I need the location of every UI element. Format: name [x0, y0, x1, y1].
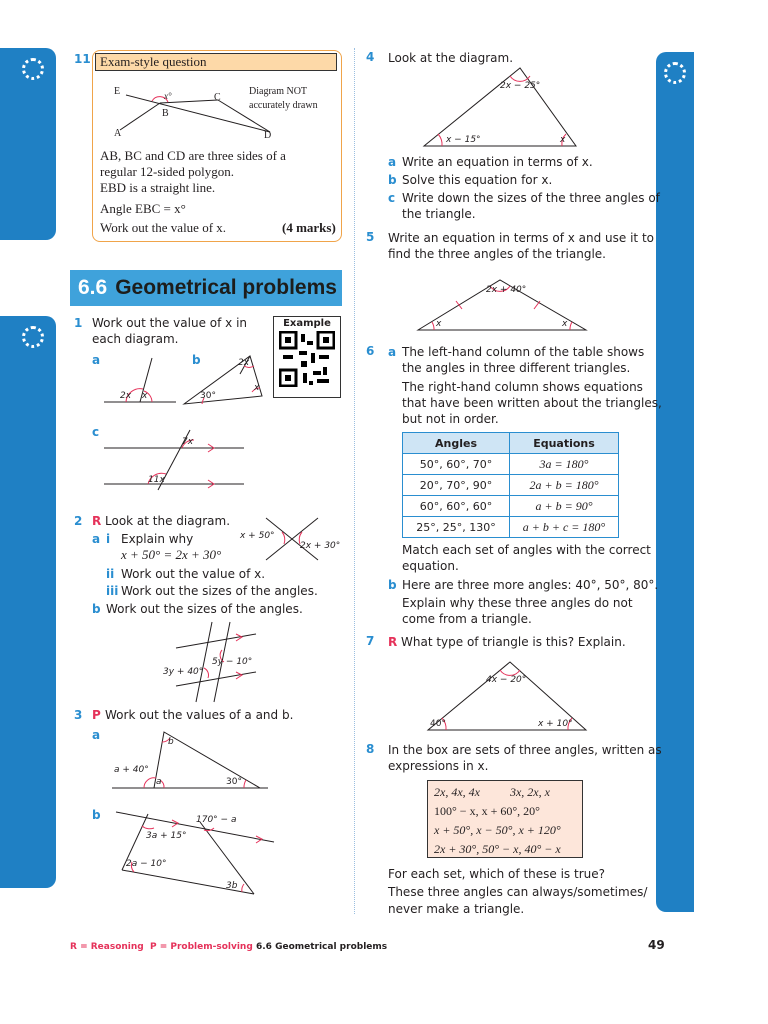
question-text: Explain why: [121, 532, 194, 546]
table-row: [403, 496, 619, 517]
part-label: a: [92, 532, 101, 546]
angle-label: x: [142, 391, 148, 401]
part-label: b: [92, 602, 101, 616]
question-text: Look at the diagram.: [388, 51, 514, 65]
part-label: ii: [106, 567, 115, 581]
question-text: Solve this equation for x.: [402, 173, 553, 187]
question-text: each diagram.: [92, 332, 179, 346]
diagram-3a: [110, 730, 270, 792]
angles-table: [402, 432, 619, 538]
angle-label: x: [436, 319, 442, 329]
section-title: Geometrical problems: [115, 276, 337, 299]
question-text: but not in order.: [402, 412, 499, 426]
reasoning-tag: R: [388, 635, 398, 649]
angle-label: 2a − 10°: [126, 859, 167, 869]
angle-label: b: [168, 737, 174, 747]
angle-label: 3b: [226, 881, 238, 891]
example-label: Example: [283, 318, 331, 329]
table-cell: a + b + c = 180°: [510, 517, 619, 538]
question-text: For each set, which of these is true?: [388, 867, 605, 881]
question-text: Work out the sizes of the angles.: [121, 584, 318, 598]
question-number: 2: [74, 514, 83, 528]
diagram-1a: [100, 354, 180, 406]
marks-label: (4 marks): [282, 220, 336, 235]
part-label: a: [92, 728, 101, 742]
question-text: EBD is a straight line.: [100, 180, 216, 195]
question-text: What type of triangle is this? Explain.: [401, 635, 626, 649]
angle-set: 2x, 4x, 4x 3x, 2x, x: [434, 785, 550, 799]
angle-label: 7x: [182, 437, 194, 447]
angle-label: 30°: [200, 391, 216, 401]
angle-label: 2x + 40°: [486, 285, 527, 295]
question-text: never make a triangle.: [388, 902, 525, 916]
page-number: 49: [648, 938, 665, 952]
part-label: b: [92, 808, 101, 822]
question-text: the angles in three different triangles.: [402, 361, 631, 375]
angle-label: x: [254, 383, 260, 393]
table-cell: 20°, 70°, 90°: [403, 475, 510, 496]
qr-icon: [279, 331, 335, 387]
part-label: i: [106, 532, 111, 546]
question-text: Look at the diagram.: [105, 514, 231, 528]
angle-label: 2x − 25°: [500, 81, 541, 91]
angle-label: a + 40°: [114, 765, 149, 775]
question-text: Write down the sizes of the three angles of: [402, 191, 660, 205]
angle-label: x − 15°: [446, 135, 481, 145]
point-label-e: E: [114, 86, 121, 97]
angle-label: 40°: [430, 719, 446, 729]
cog-icon: [22, 326, 44, 348]
table-header: Angles: [403, 433, 510, 454]
table-cell: 60°, 60°, 60°: [403, 496, 510, 517]
angle-label: x + 50°: [240, 531, 275, 541]
question-number: 7: [366, 634, 375, 648]
question-text: Explain why these three angles do not: [402, 596, 633, 610]
question-text: regular 12-sided polygon.: [100, 164, 234, 179]
part-label: a: [388, 155, 397, 169]
margin-tab-top: [0, 48, 56, 240]
question-text: Angle EBC = x°: [100, 201, 186, 216]
question-text: expressions in x.: [388, 759, 489, 773]
section-number: 6.6: [78, 276, 108, 299]
problem-solving-tag: P: [92, 708, 101, 722]
question-text: that have been written about the triangles,: [402, 396, 662, 410]
part-label: b: [388, 173, 397, 187]
angle-label: x: [562, 319, 568, 329]
question-text: The left-hand column of the table shows: [402, 345, 645, 359]
question-text: Work out the value of x in: [92, 316, 248, 330]
part-label: b: [388, 578, 397, 592]
question-number: 6: [366, 344, 375, 358]
part-label: a: [92, 353, 101, 367]
angle-label: 11x: [148, 475, 165, 485]
point-label-a: A: [114, 128, 122, 139]
column-divider: [354, 48, 355, 914]
question-text: Work out the values of a and b.: [105, 708, 294, 722]
angle-label: 2x: [120, 391, 132, 401]
angle-set: 100° − x, x + 60°, 20°: [434, 804, 540, 818]
table-header-row: [403, 433, 619, 454]
question-text: Match each set of angles with the correct: [402, 543, 651, 557]
question-text: AB, BC and CD are three sides of a: [100, 148, 286, 163]
question-text: Write an equation in terms of x.: [402, 155, 593, 169]
question-text: In the box are sets of three angles, written as: [388, 743, 662, 757]
table-cell: 25°, 25°, 130°: [403, 517, 510, 538]
question-text: equation.: [402, 559, 459, 573]
part-label: c: [388, 191, 396, 205]
question-text: Write an equation in terms of x and use it to: [388, 231, 654, 245]
table-row: [403, 475, 619, 496]
point-label-d: D: [264, 130, 272, 141]
angle-set: 2x + 30°, 50° − x, 40° − x: [434, 842, 561, 856]
question-text: Work out the value of x.: [100, 220, 227, 235]
question-text: Here are three more angles: 40°, 50°, 80°.: [402, 578, 659, 592]
angle-label-x: x°: [164, 91, 172, 101]
angle-label: 30°: [226, 777, 242, 787]
reasoning-tag: R: [92, 514, 102, 528]
table-cell: 3a = 180°: [510, 454, 619, 475]
cog-icon: [664, 62, 686, 84]
table-cell: 50°, 60°, 70°: [403, 454, 510, 475]
question-text: Work out the sizes of the angles.: [106, 602, 303, 616]
margin-tab-section: [0, 316, 56, 888]
angle-label: 2x + 30°: [300, 541, 341, 551]
part-label: b: [192, 353, 201, 367]
cog-icon: [22, 58, 44, 80]
table-header: Equations: [510, 433, 619, 454]
example-qr-code[interactable]: [273, 316, 341, 398]
exam-style-header: Exam-style question: [95, 53, 337, 71]
question-number: 1: [74, 316, 83, 330]
angle-label: 3a + 15°: [146, 831, 187, 841]
section-heading: [70, 270, 342, 306]
point-label-b: B: [162, 108, 169, 119]
margin-tab-right: [656, 52, 694, 912]
angle-label: a: [156, 777, 162, 787]
part-label: c: [92, 425, 100, 439]
angle-set: x + 50°, x − 50°, x + 120°: [434, 823, 561, 837]
equation: x + 50° = 2x + 30°: [121, 547, 222, 562]
table-row: [403, 517, 619, 538]
footer-section: 6.6 Geometrical problems: [256, 942, 388, 952]
line-ab: [120, 103, 160, 130]
diagram-note: accurately drawn: [249, 100, 318, 111]
diagram-note: Diagram NOT: [249, 86, 308, 97]
question-text: These three angles can always/sometimes/: [388, 885, 648, 899]
angle-label: 4x − 20°: [486, 675, 527, 685]
angle-label: x: [560, 135, 566, 145]
part-label: iii: [106, 584, 119, 598]
question-text: come from a triangle.: [402, 612, 532, 626]
question-text: Work out the value of x.: [121, 567, 266, 581]
question-number: 11: [74, 52, 91, 66]
question-text: find the three angles of the triangle.: [388, 247, 606, 261]
angle-label: 5y − 10°: [212, 657, 253, 667]
question-number: 3: [74, 708, 83, 722]
angle-label: x + 10°: [538, 719, 573, 729]
question-text: the triangle.: [402, 207, 476, 221]
question-number: 8: [366, 742, 375, 756]
angle-label: 3y + 40°: [163, 667, 204, 677]
diagram-1b: [180, 352, 266, 406]
diagram-4: [420, 64, 580, 150]
table-cell: a + b = 90°: [510, 496, 619, 517]
diagram-1c: [100, 428, 250, 492]
angle-label: 2x: [238, 358, 250, 368]
question-number: 5: [366, 230, 375, 244]
table-cell: 2a + b = 180°: [510, 475, 619, 496]
angle-sets-box: [427, 780, 583, 858]
table-row: [403, 454, 619, 475]
angle-label: 170° − a: [196, 815, 237, 825]
question-number: 4: [366, 50, 375, 64]
footer-legend: R = Reasoning P = Problem-solving: [70, 942, 253, 952]
question-text: The right-hand column shows equations: [402, 380, 643, 394]
part-label: a: [388, 345, 397, 359]
point-label-c: C: [214, 92, 221, 103]
